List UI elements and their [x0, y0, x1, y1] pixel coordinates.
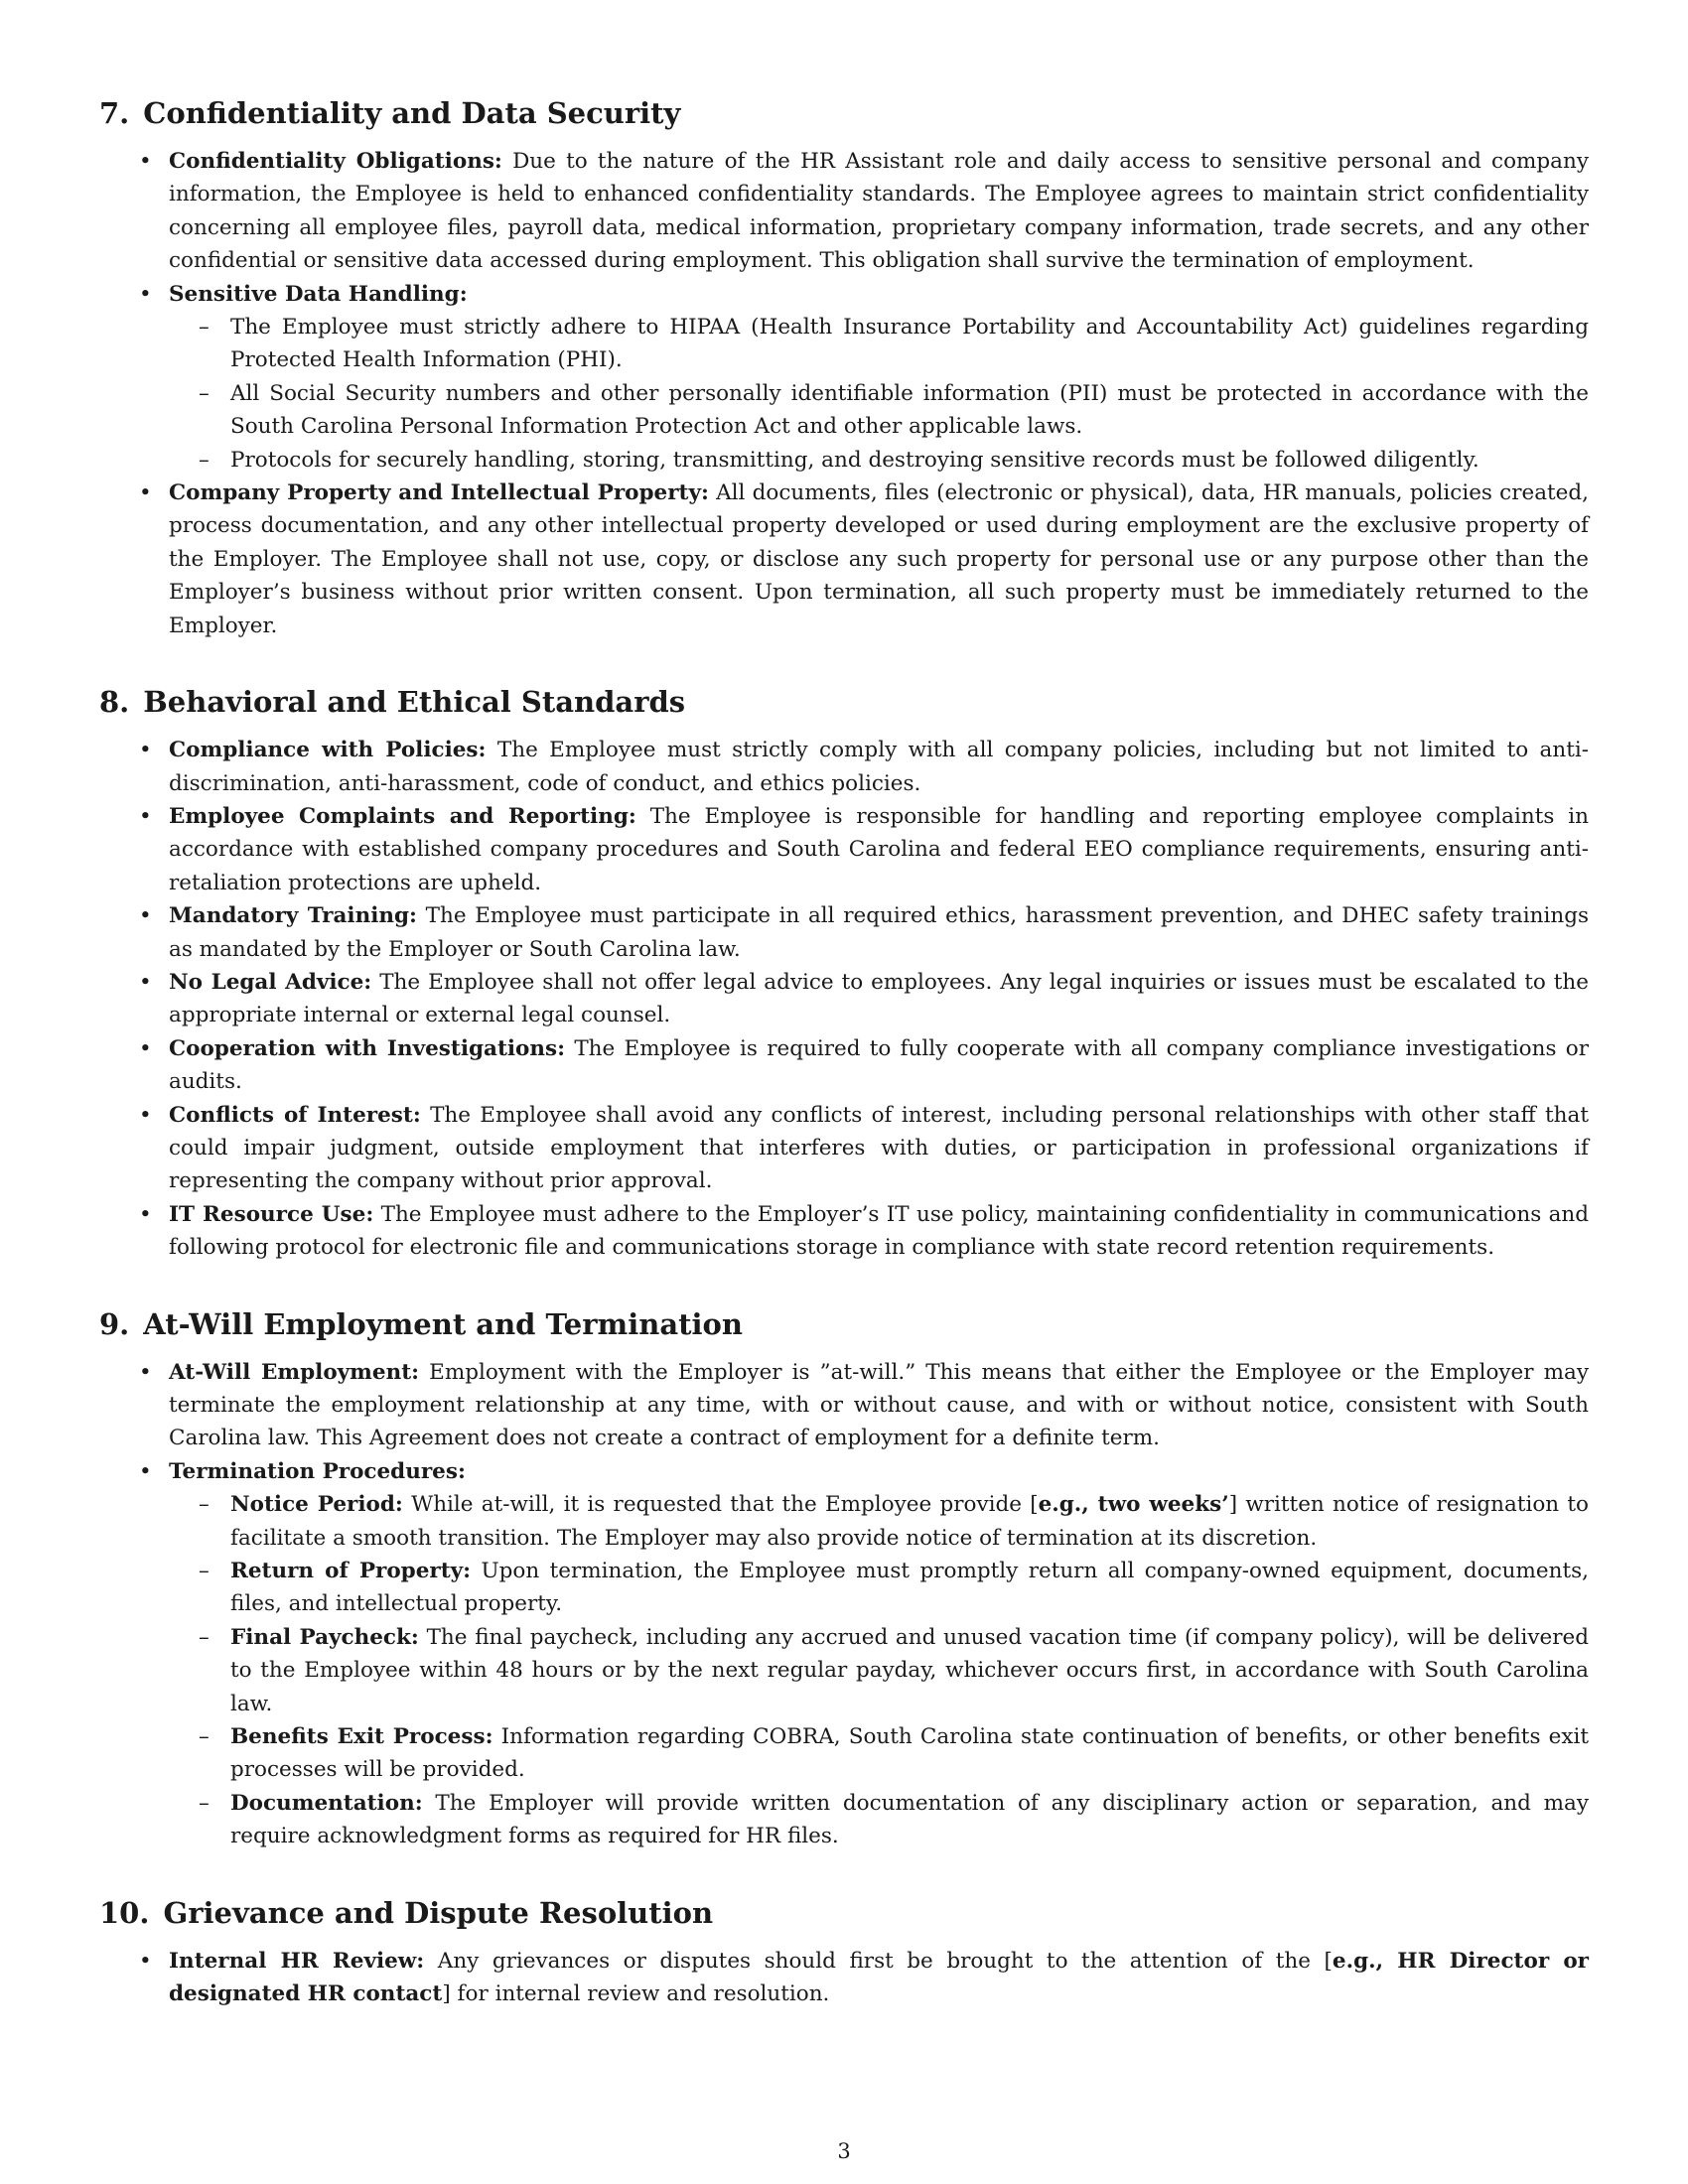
- sub-list-item: – Protocols for securely handling, storing, transmitting, and destroying sensitive records must be followed diligently.: [230, 444, 1589, 477]
- list-item: [169, 477, 1589, 642]
- item-text: The Employee shall avoid any conflicts of interest, including personal relationships with other staff that could impair judgment, outside employment that interferes with duties, or participation in professional organizations if representing the company without prior approval.: [169, 1102, 1589, 1194]
- list-item: [169, 1356, 1589, 1455]
- sub-list-item: – Documentation: The Employer will provide written documentation of any disciplinary action or separation, and may require acknowledgment forms as required for HR files.: [230, 1787, 1589, 1853]
- item-label: Company Property and Intellectual Property:: [169, 480, 709, 506]
- item-label: Notice Period:: [230, 1492, 403, 1518]
- bullet-list: [99, 145, 1589, 642]
- list-item: [169, 1198, 1589, 1265]
- item-label: Internal HR Review:: [169, 1948, 425, 1974]
- section-heading: 7. Confidentiality and Data Security: [99, 96, 681, 130]
- section-7: [99, 93, 1589, 642]
- item-label: Return of Property:: [230, 1559, 472, 1584]
- section-9: [99, 1304, 1589, 1853]
- section-10: [99, 1893, 1589, 2011]
- sub-list: [169, 311, 1589, 477]
- sub-list-item: – Final Paycheck: The final paycheck, including any accrued and unused vacation time (if company policy), will be delivered to the Employee within 48 hours or by the next regular payday, whichever occurs first, in accordance with South Carolina law.: [230, 1621, 1589, 1720]
- list-item: [169, 145, 1589, 278]
- section-heading: 10. Grievance and Dispute Resolution: [99, 1895, 714, 1930]
- placeholder-text: e.g., two weeks’: [1038, 1492, 1229, 1518]
- section-heading: 9. At-Will Employment and Termination: [99, 1306, 743, 1341]
- placeholder-text: e.g., HR Director or designated HR contact: [169, 1948, 1589, 2007]
- item-label: No Legal Advice:: [169, 969, 372, 995]
- item-text: The Employee is responsible for handling and reporting employee complaints in accordance with established company procedures and South Carolina and federal EEO compliance requirements, ensuring anti-retaliation protections are upheld.: [169, 803, 1589, 895]
- list-item: [169, 278, 1589, 477]
- sub-list: [169, 1488, 1589, 1852]
- item-label: Employee Complaints and Reporting:: [169, 803, 636, 829]
- sub-list-item: – Return of Property: Upon termination, the Employee must promptly return all company-owned equipment, documents, files, and intellectual property.: [230, 1555, 1589, 1621]
- list-item: [169, 899, 1589, 966]
- sub-list-item: – The Employee must strictly adhere to HIPAA (Health Insurance Portability and Accountability Act) guidelines regarding Protected Health Information (PHI).: [230, 311, 1589, 377]
- item-text: The Employee is required to fully cooperate with all company compliance investigations or audits.: [169, 1035, 1589, 1095]
- page-number: 3: [837, 2139, 851, 2163]
- sub-list-item: – Notice Period: While at-will, it is requested that the Employee provide [e.g., two weeks’] written notice of resignation to facilitate a smooth transition. The Employer may also provide notice of termination at its discretion.: [230, 1488, 1589, 1555]
- item-label: Termination Procedures:: [169, 1458, 466, 1484]
- list-item: [169, 1455, 1589, 1853]
- sub-list-item: – All Social Security numbers and other personally identifiable information (PII) must be protected in accordance with the South Carolina Personal Information Protection Act and other applicable laws.: [230, 377, 1589, 444]
- item-text: The Employee shall not offer legal advice to employees. Any legal inquiries or issues must be escalated to the appropriate internal or external legal counsel.: [169, 969, 1589, 1028]
- bullet-list: [99, 1356, 1589, 1853]
- section-heading: 8. Behavioral and Ethical Standards: [99, 685, 686, 720]
- list-item: • Internal HR Review: Any grievances or disputes should first be brought to the attention of the [e.g., HR Director or designated HR contact] for internal review and resolution.: [169, 1945, 1589, 2011]
- list-item: [169, 800, 1589, 899]
- item-text: The Employee must adhere to the Employer’s IT use policy, maintaining confidentiality in communications and following protocol for electronic file and communications storage in compliance with state record retention requirements.: [169, 1201, 1590, 1261]
- item-label: Mandatory Training:: [169, 903, 417, 929]
- item-label: Documentation:: [230, 1790, 423, 1816]
- item-text: The Employee must strictly comply with all company policies, including but not limited to anti-discrimination, anti-harassment, code of conduct, and ethics policies.: [169, 738, 1590, 796]
- bullet-list: [99, 1945, 1589, 2011]
- item-label: Benefits Exit Process:: [230, 1724, 493, 1750]
- item-label: Sensitive Data Handling:: [169, 281, 468, 307]
- item-label: Compliance with Policies:: [169, 738, 487, 763]
- item-label: At-Will Employment:: [169, 1359, 420, 1385]
- list-item: [169, 734, 1589, 800]
- item-label: IT Resource Use:: [169, 1201, 374, 1227]
- item-text: Employment with the Employer is ”at-will.” This means that either the Employee or the Employer may terminate the employment relationship at any time, with or without cause, and with or without notice, consistent with South Carolina law. This Agreement does not create a contract of employment for a definite term.: [169, 1359, 1589, 1451]
- list-item: [169, 1032, 1589, 1099]
- item-text: The Employee must participate in all required ethics, harassment prevention, and DHEC safety trainings as mandated by the Employer or South Carolina law.: [169, 903, 1589, 962]
- item-label: Confidentiality Obligations:: [169, 149, 502, 174]
- section-8: [99, 682, 1589, 1265]
- document-page: [99, 93, 1589, 2051]
- list-item: [169, 966, 1589, 1032]
- item-text: Due to the nature of the HR Assistant role and daily access to sensitive personal and company information, the Employee is held to enhanced confidentiality standards. The Employee agrees to maintain strict confidentiality concerning all employee files, payroll data, medical information, proprietary company information, trade secrets, and any other confidential or sensitive data accessed during employment. This obligation shall survive the termination of employment.: [169, 149, 1589, 274]
- item-label: Cooperation with Investigations:: [169, 1035, 566, 1061]
- bullet-list: [99, 734, 1589, 1265]
- item-text: All documents, files (electronic or physical), data, HR manuals, policies created, process documentation, and any other intellectual property developed or used during employment are the exclusive property of the Employer. The Employee shall not use, copy, or disclose any such property for personal use or any purpose other than the Employer’s business without prior written consent. Upon termination, all such property must be immediately returned to the Employer.: [169, 480, 1589, 638]
- list-item: [169, 1099, 1589, 1198]
- item-label: Final Paycheck:: [230, 1624, 419, 1650]
- item-label: Conflicts of Interest:: [169, 1102, 421, 1128]
- sub-list-item: – Benefits Exit Process: Information regarding COBRA, South Carolina state continuation of benefits, or other benefits exit processes will be provided.: [230, 1720, 1589, 1787]
